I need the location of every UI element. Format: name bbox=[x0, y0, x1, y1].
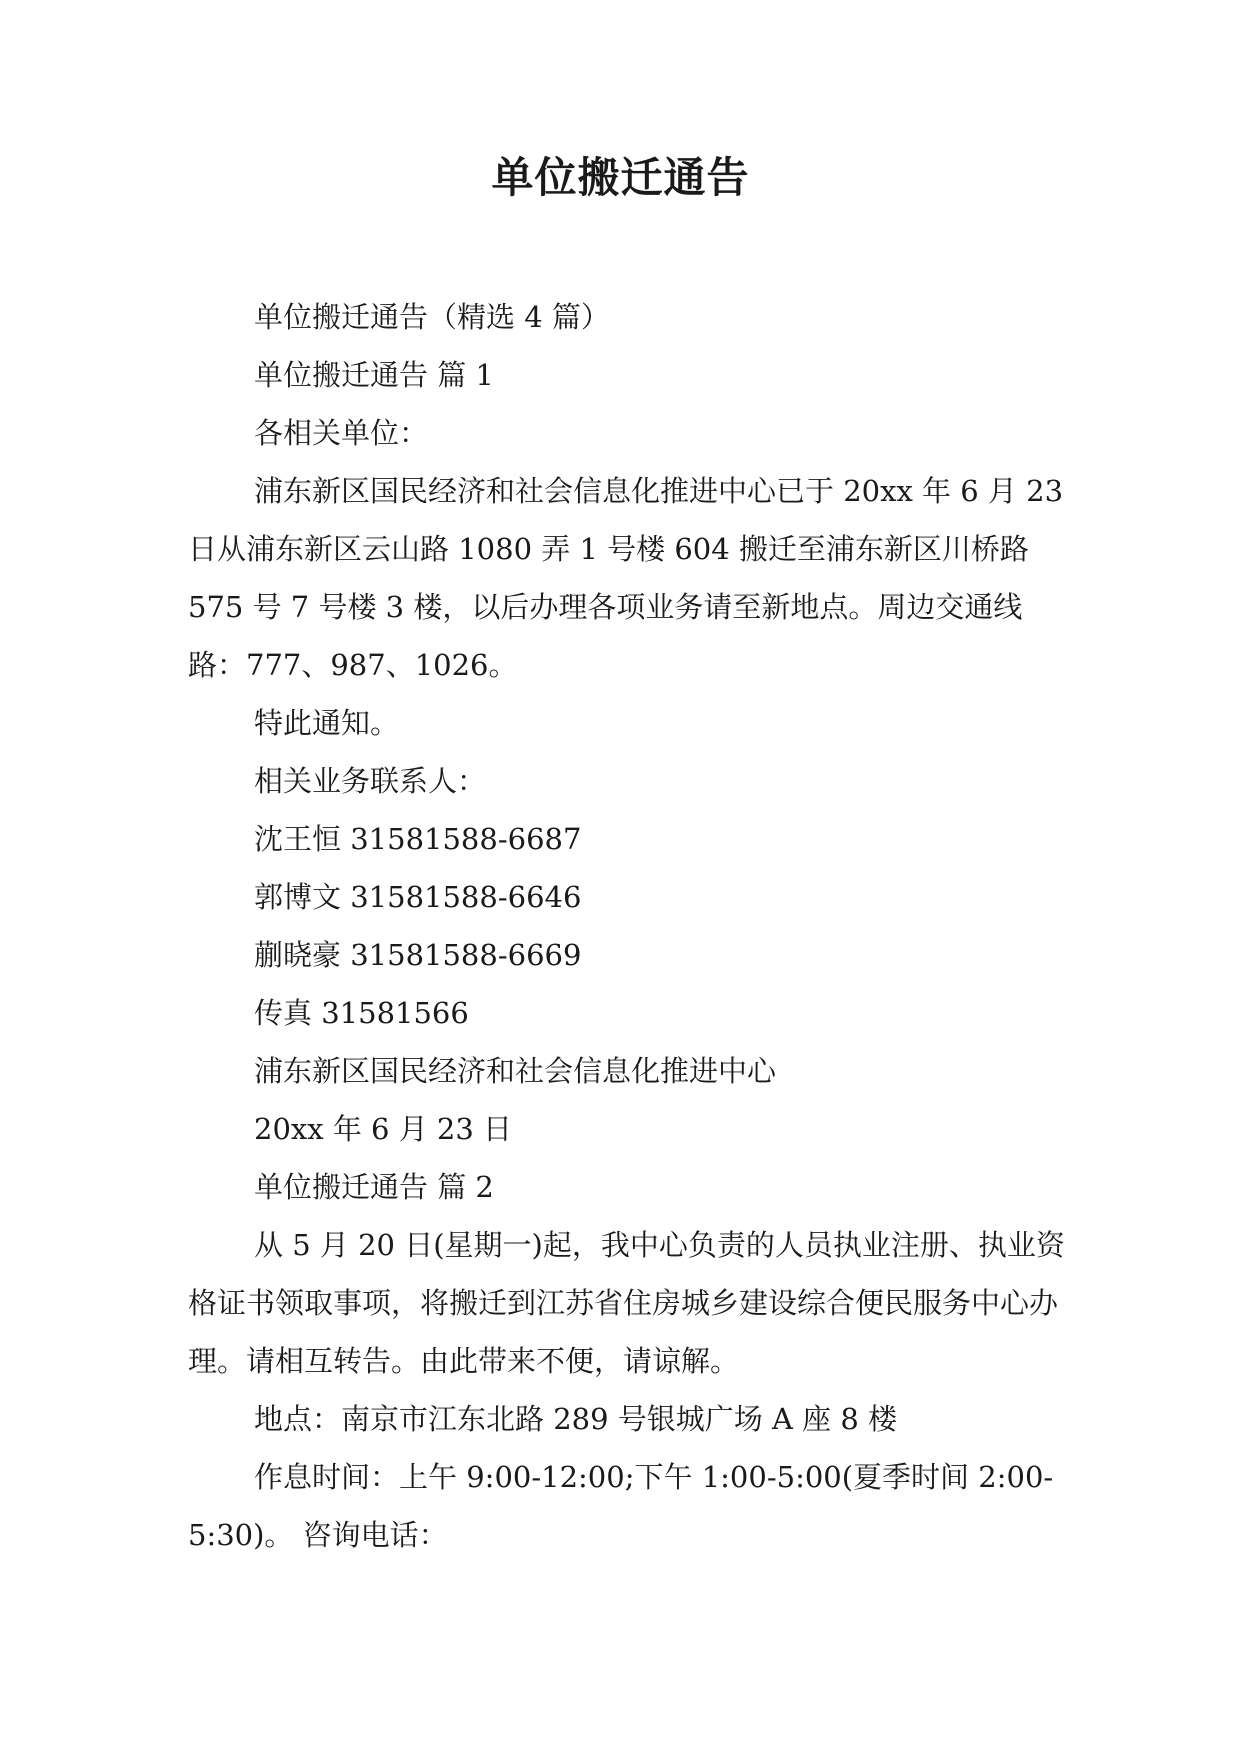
paragraph-subtitle: 单位搬迁通告（精选 4 篇） bbox=[254, 300, 610, 334]
paragraph-contact-3: 蒯晓豪 31581588-6669 bbox=[254, 938, 582, 972]
paragraph-contact-2: 郭博文 31581588-6646 bbox=[254, 880, 582, 914]
paragraph-hours: 作息时间：上午 9:00-12:00;下午 1:00-5:00(夏季时间 2:00-5:30)。 咨询电话： bbox=[188, 1460, 1054, 1552]
paragraph-contacts-heading: 相关业务联系人： bbox=[254, 764, 487, 798]
paragraph-section-1-heading: 单位搬迁通告 篇 1 bbox=[254, 358, 494, 392]
document-body bbox=[188, 288, 1073, 1564]
paragraph-contact-1: 沈王恒 31581588-6687 bbox=[254, 822, 582, 856]
paragraph-signature-date: 20xx 年 6 月 23 日 bbox=[254, 1112, 513, 1146]
paragraph-location: 地点：南京市江东北路 289 号银城广场 A 座 8 楼 bbox=[254, 1402, 898, 1436]
paragraph-signature-org: 浦东新区国民经济和社会信息化推进中心 bbox=[254, 1054, 777, 1088]
paragraph-section-2-notice: 从 5 月 20 日(星期一)起，我中心负责的人员执业注册、执业资格证书领取事项，将搬迁到江苏省住房城乡建设综合便民服务中心办理。请相互转告。由此带来不便，请谅解。 bbox=[188, 1228, 1065, 1378]
paragraph-section-2-heading: 单位搬迁通告 篇 2 bbox=[254, 1170, 494, 1204]
document-title: 单位搬迁通告 bbox=[491, 153, 750, 202]
paragraph-relocation-notice: 浦东新区国民经济和社会信息化推进中心已于 20xx 年 6 月 23 日从浦东新区云山路 1080 弄 1 号楼 604 搬迁至浦东新区川桥路 575 号 7 号楼 3 楼，以后办理各项业务请至新地点。周边交通线路：777、987、1026。 bbox=[188, 474, 1073, 682]
paragraph-hereby-notice: 特此通知。 bbox=[254, 706, 400, 740]
paragraph-salutation: 各相关单位： bbox=[254, 416, 429, 450]
paragraph-fax: 传真 31581566 bbox=[254, 996, 469, 1030]
